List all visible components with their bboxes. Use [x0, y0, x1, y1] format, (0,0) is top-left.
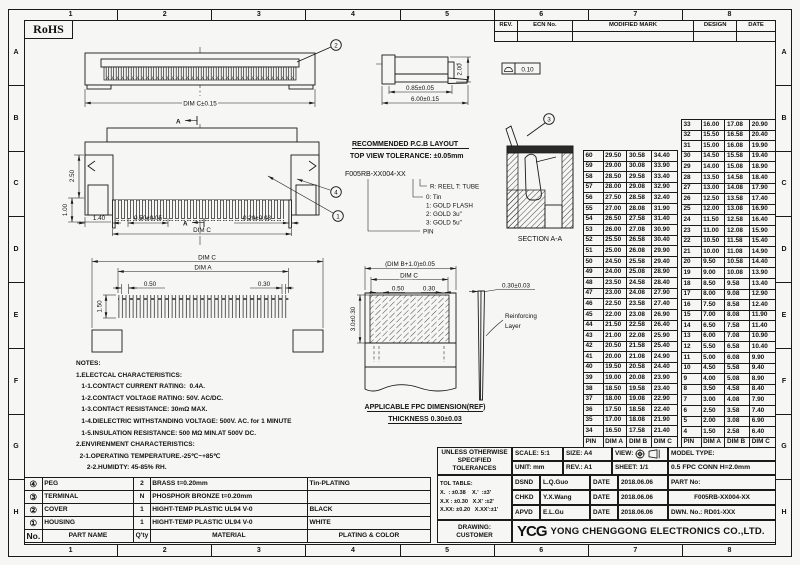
- ruler-row-label: B: [8, 86, 24, 152]
- dim-pin-width: 0.20±0.03: [243, 215, 271, 222]
- parts-table: [24, 477, 431, 543]
- pin-table-row: 40 19.50 20.58 24.40: [584, 362, 678, 373]
- dim-fpc-pad-width: 0.30: [422, 285, 436, 293]
- ruler-row-label: H: [781, 509, 787, 517]
- front-view: [62, 124, 343, 246]
- dim-pcb-pad-width: 0.30: [257, 281, 271, 288]
- pin-table-row: 57 28.00 29.08 32.90: [584, 182, 678, 193]
- pcb-layout-title: RECOMMENDED P.C.B LAYOUT: [352, 141, 459, 148]
- ruler-col-label: 3: [212, 545, 306, 556]
- ruler-col-label: 3: [212, 9, 306, 20]
- chkd-date-label: DATE: [590, 490, 618, 505]
- company-name: YONG CHENGGONG ELECTRONICS CO.,LTD.: [550, 526, 765, 537]
- pin-table-row: 9 4.00 5.08 8.90: [682, 374, 776, 385]
- ruler-col-label: 4: [306, 9, 400, 20]
- ordering-pin-label: PIN: [423, 228, 434, 236]
- ruler-row-label: F: [776, 349, 792, 415]
- parts-table-row: ① HOUSING 1 HIGHT-TEMP PLASTIC UL94 V-0 WHITE: [25, 517, 431, 530]
- pin-table-row: 49 24.00 25.08 28.90: [584, 267, 678, 278]
- pin-table-row: 22 10.50 11.58 15.40: [682, 236, 776, 247]
- ecn-col-header: ECN No.: [517, 21, 572, 32]
- pin-table-row: 11 5.00 6.08 9.90: [682, 353, 776, 364]
- revision-header-row: [495, 21, 776, 32]
- company-cell: [512, 520, 776, 543]
- tol-row-3: X.XX: ±0.20 X.XX':±1': [440, 507, 499, 514]
- ruler-col-label: 8: [727, 547, 732, 554]
- pin-table-row: 18 8.50 9.58 13.40: [682, 278, 776, 289]
- ruler-row-label: B: [776, 86, 792, 152]
- date-col-header: DATE: [737, 21, 776, 32]
- pin-table-row: 28 13.50 14.58 18.40: [682, 172, 776, 183]
- pin-table-row: 33 16.00 17.08 20.90: [682, 120, 776, 131]
- dim-fpc-exposed: 3.0±0.30: [350, 306, 357, 332]
- title-block: [437, 447, 776, 543]
- tol-row-2: X.X : ±0.30 X.X' :±2': [440, 498, 494, 505]
- drawing-cell: [437, 520, 512, 543]
- design-col-header: DESIGN: [694, 21, 737, 32]
- pin-table-row: 15 7.00 8.08 11.90: [682, 310, 776, 321]
- pin-table-row: 16 7.50 8.58 12.40: [682, 300, 776, 311]
- ruler-col-label: 8: [727, 11, 732, 18]
- pin-table-row: 52 25.50 26.58 30.40: [584, 235, 678, 246]
- dim-side-height: 2.00: [456, 63, 464, 76]
- fpc-view: [350, 261, 537, 424]
- ruler-row-label: C: [8, 152, 24, 218]
- ruler-col-label: 6: [495, 9, 589, 20]
- dim-wing-height: 2.50: [69, 169, 76, 183]
- pin-table-row: 53 26.00 27.08 30.90: [584, 225, 678, 236]
- rev-col-header: REV.: [495, 21, 518, 32]
- rev-cell: REV.: A1: [563, 461, 612, 475]
- ordering-info: [345, 171, 479, 236]
- pin-table-row: 39 19.00 20.08 23.90: [584, 373, 678, 384]
- pin-table-row: 56 27.50 28.58 32.40: [584, 193, 678, 204]
- ruler-col-label: 1: [24, 545, 118, 556]
- ruler-col-label: 2: [118, 9, 212, 20]
- callout-peg: 4: [334, 189, 338, 197]
- pin-table-row: 7 3.00 4.08 7.90: [682, 395, 776, 406]
- tol-row-1: X. : ±0.38 X.' :±3': [440, 489, 492, 496]
- dim-pitch: 0.50±0.05: [134, 215, 162, 222]
- view-label: VIEW:: [615, 450, 634, 458]
- dim-pcb-a: DIM A: [194, 264, 212, 272]
- part-no-label: PART No:: [668, 475, 776, 490]
- pin-table-row: 45 22.00 23.08 26.90: [584, 309, 678, 320]
- dim-pcb-pitch: 0.50: [143, 281, 157, 288]
- dsnd-label: DSND: [512, 475, 540, 490]
- ordering-code: F005RB-XX004-XX: [345, 171, 406, 178]
- pin-table-row: 29 14.00 15.08 18.90: [682, 162, 776, 173]
- note-line: 2-1.OPERATING TEMPERATURE.-25℃~+85℃: [76, 452, 221, 460]
- pin-table-row: 13 6.00 7.08 10.90: [682, 331, 776, 342]
- pin-table-row: 38 18.50 19.58 23.40: [584, 384, 678, 395]
- ruler-row-label: H: [13, 509, 19, 517]
- pin-table-row: 50 24.50 25.58 29.40: [584, 256, 678, 267]
- note-line: 2-2.HUMIDTY: 45-85% RH.: [76, 464, 167, 472]
- revision-table: [494, 20, 776, 42]
- pin-table-row: 10 4.50 5.58 9.40: [682, 363, 776, 374]
- ruler-row-label: A: [776, 20, 792, 86]
- model-type-label: MODEL TYPE:: [668, 447, 776, 461]
- pin-table-row: 36 17.50 18.58 22.40: [584, 405, 678, 416]
- apvd-label: APVD: [512, 505, 540, 520]
- dim-pcb-c: DIM C: [198, 254, 216, 262]
- pin-table-row: 12 5.50 6.58 10.40: [682, 342, 776, 353]
- section-marker-a-front: A: [183, 220, 188, 228]
- callout-cover: 2: [334, 42, 338, 50]
- reinforcing-label-1: Reinforcing: [505, 313, 537, 320]
- callout-housing: 1: [336, 213, 340, 221]
- note-line: 1-1.CONTACT CURRENT RATING: 0.4A.: [76, 383, 206, 391]
- pin-table-row: 55 27.00 28.08 31.90: [584, 203, 678, 214]
- section-view: [506, 114, 573, 243]
- model-type-value: 0.5 FPC CONN H=2.0mm: [668, 461, 776, 475]
- note-line: 1-4.DIELECTRIC WITHSTANDING VOLTAGE: 500V. AC. for 1 MINUTE: [76, 417, 292, 425]
- pin-table-header-row: PIN DIM A DIM B DIM C: [584, 437, 678, 448]
- note-line: 1-2.CONTACT VOLTAGE RATING: 50V. AC/DC.: [76, 394, 224, 402]
- pin-table-row: 42 20.50 21.58 25.40: [584, 341, 678, 352]
- pin-table-row: 60 29.50 30.58 34.40: [584, 151, 678, 162]
- dim-fpc-inner: DIM C: [400, 272, 418, 280]
- dim-fpc-thickness: 0.30±0.03: [502, 282, 530, 290]
- pin-table-row: 26 12.50 13.58 17.40: [682, 194, 776, 205]
- notes-block: [76, 358, 291, 474]
- pin-table-row: 17 8.00 9.08 12.90: [682, 289, 776, 300]
- pin-table-row: 59 29.00 30.08 33.90: [584, 161, 678, 172]
- sheet-cell: SHEET: 1/1: [612, 461, 668, 475]
- pin-table-row: 35 17.00 18.08 21.90: [584, 415, 678, 426]
- fpc-caption-2: THICKNESS 0.30±0.03: [388, 416, 462, 423]
- pin-table-row: 47 23.00 24.08 27.90: [584, 288, 678, 299]
- dim-pin-height: 1.00: [62, 203, 69, 217]
- pin-table-row: 20 9.50 10.58 14.40: [682, 257, 776, 268]
- pin-table-row: 24 11.50 12.58 16.40: [682, 215, 776, 226]
- dim-pcb-pad-height: 1.50: [96, 300, 104, 313]
- ruler-col-label: 1: [24, 9, 118, 20]
- chkd-date: 2018.06.06: [618, 490, 668, 505]
- dim-fpc-pitch: 0.50: [391, 285, 405, 293]
- dim-wing-width: 1.40: [92, 215, 106, 222]
- view-cell: [612, 447, 668, 461]
- dim-side-depth: 6.00±0.15: [411, 96, 439, 103]
- chkd-label: CHKD: [512, 490, 540, 505]
- parts-table-row: ④ PEG 2 BRASS t=0.20mm Tin-PLATING: [25, 478, 431, 491]
- ruler-row-label: C: [776, 152, 792, 218]
- pin-table-row: 19 9.00 10.08 13.90: [682, 268, 776, 279]
- ruler-row-label: D: [776, 217, 792, 283]
- pin-table-row: 32 15.50 16.58 20.40: [682, 130, 776, 141]
- dim-side-tail: 0.85±0.05: [406, 85, 434, 92]
- pin-table-row: 4 1.50 2.58 6.40: [682, 427, 776, 438]
- pin-table-row: 46 22.50 23.58 27.40: [584, 299, 678, 310]
- section-label: SECTION A-A: [517, 236, 563, 243]
- company-logo: YCG: [517, 523, 547, 540]
- pin-table-row: 51 25.00 26.08 29.90: [584, 246, 678, 257]
- ruler-col-label: 7: [589, 545, 683, 556]
- ruler-row-label: G: [776, 415, 792, 481]
- tol-table-title: TOL TABLE:: [440, 481, 473, 488]
- apvd-date-label: DATE: [590, 505, 618, 520]
- dim-span: DIM C: [193, 227, 211, 234]
- ordering-plating-2: 2: GOLD 3u": [426, 211, 462, 218]
- note-line: 1-5.INSULATION RESISTANCE: 500 MΩ MIN.AT 500V DC.: [76, 429, 257, 437]
- ordering-plating-1: 1: GOLD FLASH: [426, 202, 473, 210]
- ruler-row-label: E: [776, 283, 792, 349]
- note-line: 1.ELECTCAL CHARACTERISTICS:: [76, 371, 183, 379]
- pin-table-row: 58 28.50 29.58 33.40: [584, 172, 678, 183]
- pin-table-row: 37 18.00 19.08 22.90: [584, 394, 678, 405]
- ruler-row-label: A: [8, 20, 24, 86]
- pin-table-row: 31 15.00 16.08 19.90: [682, 141, 776, 152]
- ruler-row-label: E: [8, 283, 24, 349]
- reinforcing-label-2: Layer: [505, 323, 521, 330]
- pin-table-row: 34 16.50 17.58 21.40: [584, 426, 678, 437]
- chkd-name: Y.X.Wang: [540, 490, 590, 505]
- ruler-col-label: 2: [118, 545, 212, 556]
- part-no-value: F005RB-XX004-XX: [668, 490, 776, 505]
- pin-table-row: 25 12.00 13.08 16.90: [682, 204, 776, 215]
- parts-table-header-row: No. PART NAME Q'ty MATERIAL PLATING & COLOR: [25, 530, 431, 543]
- ruler-col-label: 4: [306, 545, 400, 556]
- note-line: 1-3.CONTACT RESISTANCE: 30mΩ MAX.: [76, 406, 208, 414]
- pin-dim-table-left: [583, 150, 678, 448]
- dim-top-width: DIM C±0.15: [183, 100, 217, 108]
- ruler-col-label: 5: [401, 9, 495, 20]
- dwn-no: DWN. No.: RD01-XXX: [668, 505, 776, 520]
- fpc-caption-1: APPLICABLE FPC DIMENSION(REF): [364, 404, 486, 411]
- pcb-layout-tolerance: TOP VIEW TOLERANCE: ±0.05mm: [350, 153, 464, 160]
- apvd-name: E.L.Gu: [540, 505, 590, 520]
- drawing-value: CUSTOMER: [456, 531, 493, 539]
- top-view: [85, 40, 341, 126]
- ruler-col-label: 7: [589, 9, 683, 20]
- pin-table-row: 6 2.50 3.58 7.40: [682, 406, 776, 417]
- pin-table-row: 43 21.00 22.08 25.90: [584, 331, 678, 342]
- pin-table-row: 21 10.00 11.08 14.90: [682, 247, 776, 258]
- ruler-row-label: D: [8, 217, 24, 283]
- ruler-col-label: 5: [401, 545, 495, 556]
- dsnd-name: L.Q.Guo: [540, 475, 590, 490]
- scale-cell: SCALE: 5:1: [512, 447, 563, 461]
- parts-table-row: ② COVER 1 HIGHT-TEMP PLASTIC UL94 V-0 BLACK: [25, 504, 431, 517]
- pin-table-row: 5 2.00 3.08 6.90: [682, 416, 776, 427]
- flatness-value: 0.10: [521, 66, 534, 74]
- pin-table-row: 14 6.50 7.58 11.40: [682, 321, 776, 332]
- modified-mark-col-header: MODIFIED MARK: [572, 21, 693, 32]
- size-cell: SIZE: A4: [563, 447, 612, 461]
- pin-dim-table-right: [681, 119, 776, 448]
- parts-table-row: ③ TERMINAL N PHOSPHOR BRONZE t=0.20mm: [25, 491, 431, 504]
- note-line: NOTES:: [76, 360, 101, 367]
- ordering-plating-3: 3: GOLD 5u": [426, 219, 462, 227]
- projection-symbol-icon: [635, 449, 661, 459]
- apvd-date: 2018.06.06: [618, 505, 668, 520]
- callout-terminal: 3: [547, 116, 551, 124]
- side-view: [376, 55, 540, 105]
- tolerances-line2: SPECIFIED TOLERANCES: [452, 457, 497, 472]
- dsnd-date: 2018.06.06: [618, 475, 668, 490]
- pin-table-row: 54 26.50 27.58 31.40: [584, 214, 678, 225]
- tolerance-table: [437, 475, 512, 520]
- pin-table-row: 44 21.50 22.58 26.40: [584, 320, 678, 331]
- pin-table-row: 8 3.50 4.58 8.40: [682, 384, 776, 395]
- revision-empty-row: [495, 31, 776, 42]
- rohs-badge: RoHS: [24, 20, 73, 39]
- dim-fpc-outer: (DIM B+1.0)±0.05: [385, 261, 435, 268]
- pin-table-row: 41 20.00 21.08 24.90: [584, 352, 678, 363]
- note-line: 2.ENVIRENMENT CHARACTERISTICS:: [76, 441, 195, 449]
- ruler-row-label: F: [8, 349, 24, 415]
- tolerances-line1: UNLESS OTHERWISE: [441, 449, 508, 457]
- ruler-col-label: 6: [495, 545, 589, 556]
- pin-table-row: 27 13.00 14.08 17.90: [682, 183, 776, 194]
- ordering-plating-0: 0: Tin: [426, 194, 442, 201]
- pin-table-row: 48 23.50 24.58 28.40: [584, 278, 678, 289]
- dsnd-date-label: DATE: [590, 475, 618, 490]
- drawing-label: DRAWING:: [457, 523, 491, 531]
- pin-table-row: 23 11.00 12.08 15.90: [682, 225, 776, 236]
- unit-cell: UNIT: mm: [512, 461, 563, 475]
- ruler-row-label: G: [8, 415, 24, 481]
- pin-table-header-row: PIN DIM A DIM B DIM C: [682, 437, 776, 448]
- tolerances-note: [437, 447, 512, 475]
- ordering-packing: R: REEL T: TUBE: [430, 183, 480, 191]
- pin-table-row: 30 14.50 15.58 19.40: [682, 151, 776, 162]
- section-marker-a-top: A: [176, 118, 181, 126]
